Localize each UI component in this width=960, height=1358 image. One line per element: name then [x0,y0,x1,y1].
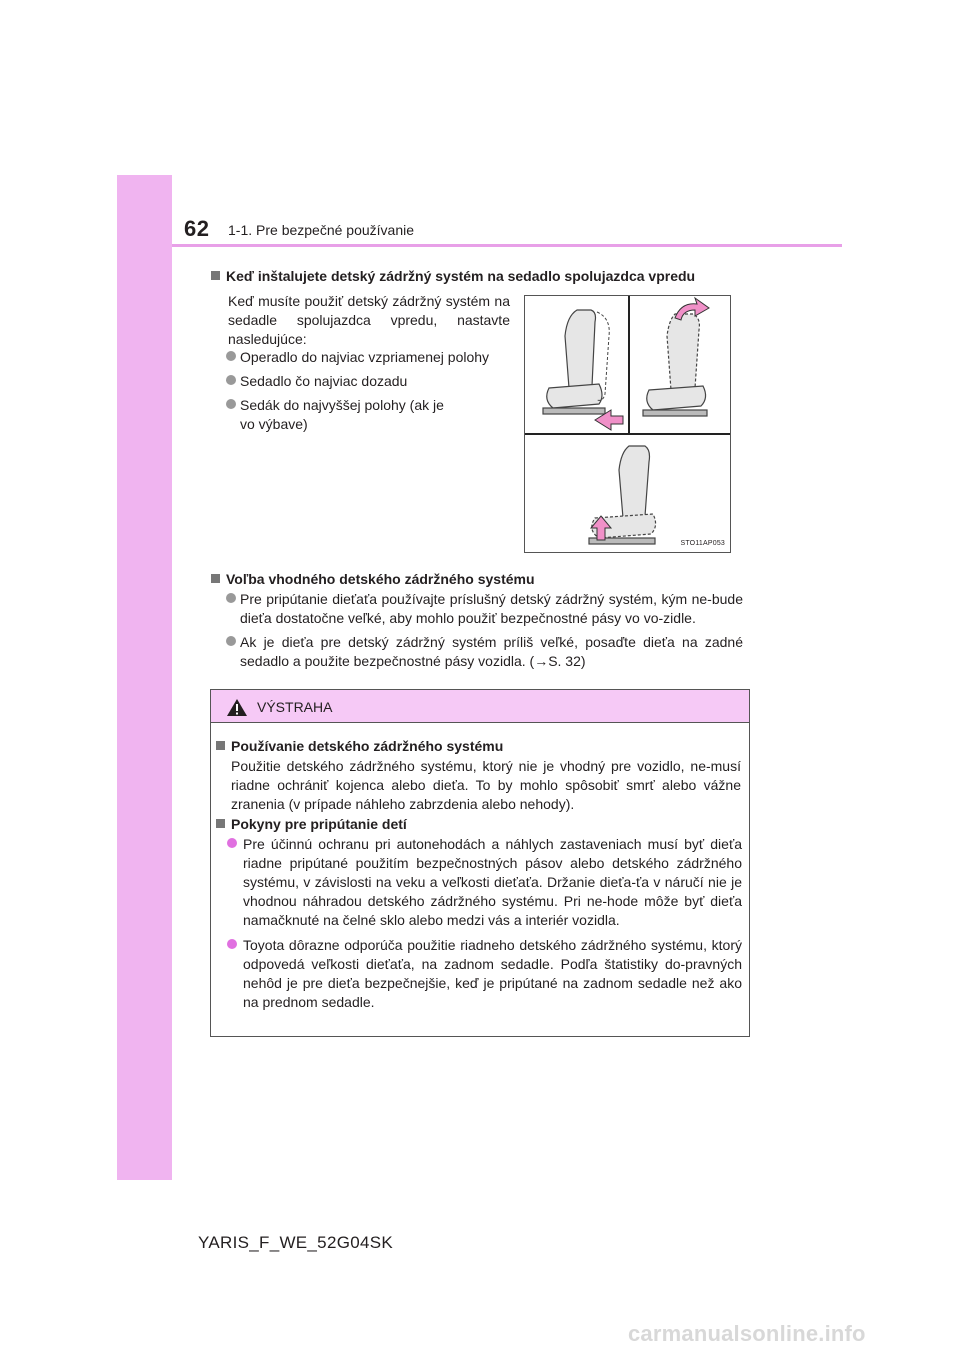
bullet-dot-icon [226,636,236,646]
section-title-install: Keď inštalujete detský zádržný systém na sedadlo spolujazdca vpredu [211,268,695,284]
install-bullet-list [226,348,516,367]
warning-block1-text: Použitie detského zádržného systému, ktorý nie je vhodný pre vozidlo, ne-musí riadne ochrániť kojenca alebo dieťa. To by mohlo spôsobiť smrť alebo vážne zranenia (v prípade náhleho zabrzdenia alebo nehody). [231,758,741,812]
seat-adjustment-figure [524,295,731,553]
warning-block2-title: Pokyny pre pripútanie detí [216,816,407,832]
install-bullet-list [226,396,446,434]
seat-illustration-icon [525,296,730,552]
warning-label: VÝSTRAHA [257,699,333,715]
install-bullet-list [226,372,516,391]
list-item: Sedák do najvyššej polohy (ak je vo výbave) [226,396,446,434]
square-bullet-icon [216,819,225,828]
install-intro: Keď musíte použiť detský zádržný systém na sedadle spolujazdca vpredu, nastavte nasledujúce: [228,293,510,347]
section-title-choice: Voľba vhodného detského zádržného systému [211,571,535,587]
chapter-side-band [117,175,172,1180]
figure-code: STO11AP053 [680,540,725,547]
header-rule [172,244,842,247]
page-number: 62 [184,216,210,241]
bullet-dot-icon [227,838,237,848]
bullet-dot-icon [226,351,236,361]
square-bullet-icon [211,271,220,280]
model-code-footer: YARIS_F_WE_52G04SK [198,1233,394,1252]
warning-header [211,690,749,723]
bullet-dot-icon [226,375,236,385]
square-bullet-icon [211,574,220,583]
choice-bullet-list [226,590,743,676]
square-bullet-icon [216,741,225,750]
list-item: Ak je dieťa pre detský zádržný systém príliš veľké, posaďte dieťa na zadné sedadlo a použite bezpečnostné pásy vozidla. (→S. 32) [226,633,743,671]
warning-triangle-icon [226,698,248,717]
bullet-dot-icon [226,399,236,409]
list-item: Sedadlo čo najviac dozadu [226,372,516,391]
site-watermark: carmanualsonline.info [628,1321,866,1346]
list-item: Operadlo do najviac vzpriamenej polohy [226,348,516,367]
running-header: 1-1. Pre bezpečné používanie [228,222,415,238]
bullet-dot-icon [227,939,237,949]
list-item: Toyota dôrazne odporúča použitie riadneho detského zádržného systému, ktorý odpovedá veľkosti dieťaťa, na zadnom sedadle. Podľa štatistiky do-pravných nehôd je pre dieťa bezpečnejšie, keď je pripútané na zadnom sedadle než ako na prednom sedadle. [227,936,742,1012]
list-item: Pre pripútanie dieťaťa používajte príslušný detský zádržný systém, kým ne-bude dieťa dostatočne veľké, aby mohlo použiť bezpečnostné pásy vo vo-zidle. [226,590,743,628]
warning-block1-title: Používanie detského zádržného systému [216,738,503,754]
warning-box [210,689,750,1037]
bullet-dot-icon [226,593,236,603]
warning-bullet-list [227,835,742,1018]
list-item: Pre účinnú ochranu pri autonehodách a náhlych zastaveniach musí byť dieťa riadne pripútané použitím bezpečnostných pásov alebo detského zádržného systému, v závislosti na veku a veľkosti dieťaťa. Držanie dieťa-ťa v náručí nie je vhodnou náhradou detského zádržného systému. Pri ne-hode môže byť dieťa namačknuté na čelné sklo alebo medzi vás a interiér vozidla. [227,835,742,930]
